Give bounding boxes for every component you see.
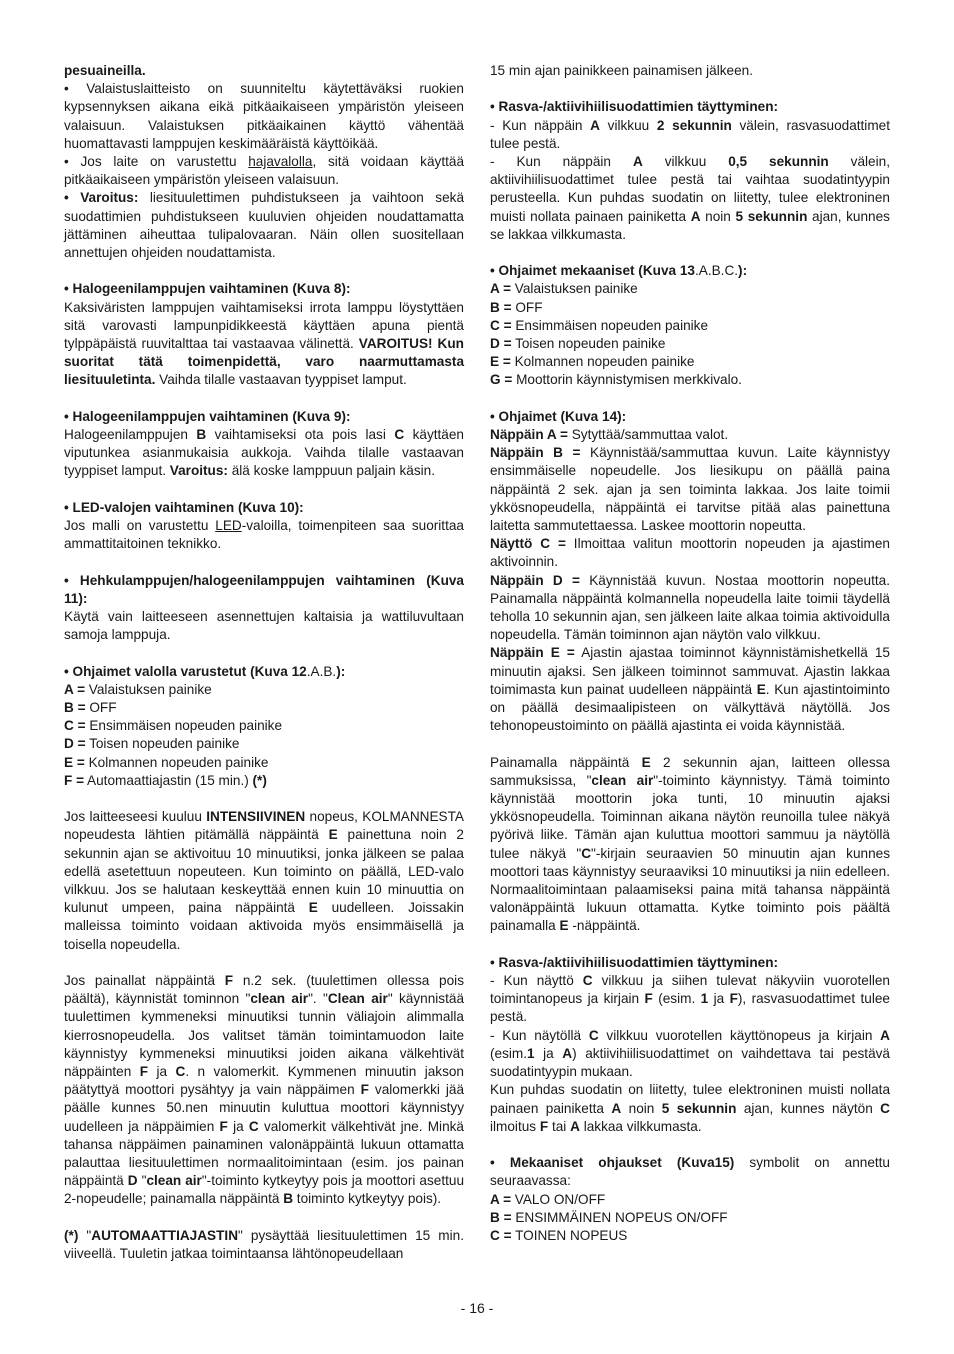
paragraph [64, 499, 464, 517]
paragraph-gap [64, 481, 464, 499]
text-run: Kolmannen nopeuden painike [510, 354, 695, 370]
paragraph [490, 1191, 890, 1209]
text-run: 2 sekunnin [656, 117, 732, 133]
left-column [64, 62, 464, 1263]
paragraph-gap [64, 553, 464, 571]
paragraph [64, 280, 464, 298]
paragraph [64, 699, 464, 717]
text-run: A [570, 1118, 580, 1134]
text-run: F [644, 991, 653, 1007]
paragraph [64, 572, 464, 608]
text-run: C = [64, 718, 86, 734]
paragraph [490, 1027, 890, 1082]
text-run: C [175, 1064, 186, 1080]
text-run: • Jos laite on varustettu [64, 154, 249, 170]
text-run: ilmoitus [490, 1118, 540, 1134]
text-run: ENSIMMÄINEN NOPEUS ON/OFF [511, 1209, 728, 1225]
text-run: Halogeenilamppujen [64, 427, 197, 443]
text-run: A [562, 1045, 573, 1061]
text-run: • Ohjaimet valolla varustetut (Kuva 12 [64, 663, 307, 679]
text-run: OFF [85, 700, 117, 716]
text-run: -näppäintä. [568, 918, 641, 934]
paragraph [490, 317, 890, 335]
text-run: .A.B. [306, 663, 337, 679]
text-run: Käynnistää/sammuttaa kuvun. Laite käynnistyy ensimmäiselle nopeudelle. Jos liesikupu on päällä paina näppäintä 2 sek. ajan ja sen toiminta lakkaa. Jos laite toimii ykkösnopeudella, näppäintä ei tarvitse pitää alas painettuna laitetta sammutettaessa. Laskee moottorin nopeutta. [490, 445, 890, 534]
text-run: .A.B.C. [694, 263, 739, 279]
text-run: Jos painallat näppäintä [64, 973, 225, 989]
text-run: Kaksiväristen lamppujen vaihtamiseksi irrota lamppu löystyttäen sitä varovasti lampunpidikkeestä käyttäen apuna pientä tylppäpäistä ruuvitalttaa tai vastaavaa välinettä. [64, 299, 464, 352]
paragraph [64, 1227, 464, 1263]
text-run: Automaattiajastin (15 min.) [84, 772, 253, 788]
paragraph [490, 117, 890, 153]
text-run: Ensimmäisen nopeuden painike [511, 317, 709, 333]
text-run: A [880, 1027, 890, 1043]
paragraph [490, 572, 890, 645]
text-run: A [690, 208, 701, 224]
text-run: OFF [511, 299, 543, 315]
paragraph [490, 262, 890, 280]
text-run: ajan, kunnes se lakkaa vilkkumasta. [490, 208, 890, 242]
paragraph-gap [490, 80, 890, 98]
text-run: 5 sekunnin [661, 1100, 737, 1116]
text-run: TOINEN NOPEUS [511, 1227, 628, 1243]
text-run: B [283, 1191, 294, 1207]
text-run: Käynnistää kuvun. Nostaa moottorin nopeutta. Painamalla näppäintä kolmannella nopeudella laite toimii täydellä teholla 10 sekunnin ajan, sen jälkeen laite alkaa toimia aktivoidulla nopeudella. Tämän toiminnon ajan näytön valo vilkkuu. [490, 572, 890, 643]
text-run: • Varoitus: [64, 190, 139, 206]
paragraph [490, 98, 890, 116]
text-run: toiminto kytkeytyy pois). [293, 1191, 442, 1207]
text-run: VAROITUS! Kun suoritat tätä toimenpidettä, varo naarmuttamasta liesituuletinta. [64, 336, 464, 388]
text-run: E [328, 827, 338, 843]
text-run: välein, rasvasuodattimet tulee pestä. [490, 117, 890, 151]
text-run: Jos laitteeseesi kuuluu [64, 809, 207, 825]
text-run: C = [490, 317, 512, 333]
paragraph [64, 299, 464, 390]
text-run: Ajastin ajastaa toiminnot käynnistämishetkellä 15 minuutin ajaksi. Sen jälkeen toiminnot sammuvat. Ajastin lakkaa toimimasta kun painat uudelleen näppäintä [490, 645, 890, 697]
text-run: A = [64, 681, 86, 697]
paragraph [64, 62, 464, 80]
text-run: 0,5 sekunnin [728, 154, 829, 169]
paragraph [490, 954, 890, 972]
paragraph [64, 717, 464, 735]
paragraph-gap [64, 954, 464, 972]
text-run: A [611, 1100, 622, 1116]
paragraph [64, 517, 464, 553]
paragraph [64, 80, 464, 153]
paragraph [490, 371, 890, 389]
text-run: lakkaa vilkkumasta. [579, 1118, 702, 1134]
text-run: ) aktiivihiilisuodattimet on vaihdettava tai pestävä suodatintyypin mukaan. [490, 1045, 890, 1080]
text-run: nopeus, KOLMANNESTA nopeudesta lähtien pitämällä näppäintä [64, 809, 464, 843]
paragraph-gap [490, 735, 890, 753]
paragraph [490, 972, 890, 1027]
text-run: C [581, 845, 592, 861]
text-run: vilkkuu vuorotellen käyttönopeus ja kirjain [598, 1027, 881, 1043]
paragraph [64, 754, 464, 772]
paragraph-gap [490, 936, 890, 954]
text-run: käyttäen viputunkea asianmukaisia aukkoja. Vaihda tilalle vastaavan tyyppiset lamput. [64, 427, 464, 479]
paragraph [490, 62, 890, 80]
text-run: E [756, 681, 766, 697]
paragraph [490, 280, 890, 298]
text-run: Näyttö C = [490, 536, 566, 552]
text-run: • Valaistuslaitteisto on suunniteltu käytettäväksi ruokien kypsennyksen aikana eikä pitkäaikaiseen ympäristön yleiseen valaisuun. Valaistuksen pitkäaikainen käyttö vähentää huomattavasti lamppujen keskimääräistä käyttöikää. [64, 81, 464, 151]
paragraph [490, 353, 890, 371]
text-run: ), rasvasuodattimet tulee pestä. [490, 991, 890, 1025]
text-run: ): [738, 263, 748, 279]
paragraph [490, 1154, 890, 1190]
text-run: F [219, 1118, 228, 1134]
text-run: A = [490, 1191, 512, 1207]
text-run: VALO ON/OFF [511, 1191, 606, 1207]
text-run: . Kun ajastintoiminto on päällä desimaalipisteen on välkyttävä näytöllä. Jos tehonopeustoiminto on päällä ajastinta ei voida käynnistää. [490, 681, 890, 734]
text-run: clean air [591, 772, 654, 788]
text-run: E = [64, 754, 85, 770]
text-run: 5 sekunnin [735, 208, 808, 224]
text-run: LED [215, 518, 242, 534]
paragraph-gap [490, 244, 890, 262]
text-run: Näppäin D = [490, 572, 580, 588]
paragraph [490, 426, 890, 444]
text-run: C [582, 973, 593, 989]
text-run: ". " [308, 991, 328, 1007]
text-run: - Kun näppäin [490, 154, 633, 169]
text-run: Moottorin käynnistymisen merkkivalo. [512, 372, 742, 388]
text-run: vaihtamiseksi ota pois lasi [206, 427, 395, 443]
text-run: ja [227, 1118, 249, 1134]
paragraph [64, 735, 464, 753]
text-run: Kolmannen nopeuden painike [84, 754, 269, 770]
text-run: pesuaineilla. [64, 63, 146, 78]
text-run: F [729, 991, 738, 1007]
text-run: F [539, 1118, 549, 1134]
text-run: B = [64, 700, 86, 716]
paragraph [490, 153, 890, 244]
text-run: " [137, 1173, 147, 1189]
paragraph-gap [64, 262, 464, 280]
text-run: vilkkuu [599, 117, 657, 133]
paragraph [64, 663, 464, 681]
text-run: valomerkki jää päälle kunnes 50.nen minuutin kuluttua moottori käynnistyy uudelleen ja näppäimien [64, 1082, 465, 1134]
text-run: E [308, 900, 318, 916]
text-run: symbolit on annettu seuraavassa: [490, 1155, 890, 1189]
text-run: 1 [700, 991, 709, 1007]
text-run: C [880, 1100, 890, 1116]
text-run: • Ohjaimet (Kuva 14): [490, 408, 627, 424]
text-run: - Kun näppäin [490, 117, 591, 133]
text-run: B = [490, 1209, 512, 1225]
paragraph-gap [490, 390, 890, 408]
text-run: Clean air [327, 991, 388, 1007]
page-number: - 16 - [460, 1300, 494, 1316]
text-run: valomerkit välkehtivät jne. Minkä tahansa näppäimen painaminen valonäppäintä lukuun ottamatta palauttaa liesituulettimen normaalitoimintaan (esim. jos painan näppäintä [64, 1118, 464, 1189]
text-run: välein, aktiivihiilisuodattimet tulee pestä tai vaihtaa suodatintyypin perusteella. Kun puhdas suodatin on liitetty, tulee elektroninen muisti nollata painaen painiketta [490, 154, 890, 224]
text-run: Käytä vain laitteeseen asennettujen kaltaisia ja wattiluvultaan samoja lamppuja. [64, 609, 464, 643]
paragraph [490, 1209, 890, 1227]
paragraph [64, 426, 464, 481]
text-run: "-toiminto käynnistyy. Tämä toiminto käynnistää moottorin joka tunti, 10 minuutin ajaksi ykkösnopeudella. Toiminnan aikana näytön reunoilla tulee näkyä pyörivä liike. Tämän ajan kuluttua moottori sammuu ja näytöllä tulee näkyä " [490, 772, 890, 861]
text-run: 15 min ajan painikkeen painamisen jälkeen. [490, 63, 753, 78]
text-run: Toisen nopeuden painike [511, 336, 666, 352]
text-run: " pysäyttää liesituulettimen 15 min. viiveellä. Tuuletin jatkaa toimintaansa lähtönopeudellaan [64, 1227, 464, 1262]
text-run: Vaihda tilalle vastaavan tyyppiset lamput. [155, 372, 407, 388]
text-run: n.2 sek. (tuulettimen ollessa pois päältä), käynnistät tominnon " [64, 973, 464, 1007]
text-run: Kun puhdas suodatin on liitetty, tulee elektroninen muisti nollata painaen painiketta [490, 1082, 890, 1116]
text-run: C [588, 1027, 599, 1043]
right-column [490, 62, 890, 1245]
text-run: • Rasva-/aktiivihiilisuodattimien täyttyminen: [490, 954, 779, 970]
text-run: A [590, 117, 600, 133]
paragraph [64, 189, 464, 262]
paragraph [490, 535, 890, 571]
text-run: clean air [250, 991, 309, 1007]
text-run: Toisen nopeuden painike [85, 736, 240, 752]
paragraph [490, 408, 890, 426]
text-run: • Rasva-/aktiivihiilisuodattimien täyttyminen: [490, 99, 779, 115]
text-run: F [139, 1064, 149, 1080]
text-run: D [127, 1173, 138, 1189]
text-run: D = [64, 736, 86, 752]
text-run: Varoitus: [169, 463, 228, 479]
paragraph [490, 644, 890, 735]
text-run: • Hehkulamppujen/halogeenilamppujen vaihtaminen (Kuva 11): [64, 572, 464, 606]
text-run: Sytyttää/sammuttaa valot. [567, 427, 729, 443]
text-run: hajavalolla [248, 154, 313, 170]
paragraph [490, 335, 890, 353]
paragraph [64, 608, 464, 644]
paragraph [64, 772, 464, 790]
text-run: ): [336, 663, 346, 679]
text-run: (esim. [490, 1045, 528, 1061]
text-run: ja [534, 1045, 563, 1061]
text-run: älä koske lamppuun paljain käsin. [227, 463, 436, 479]
text-run: Ensimmäisen nopeuden painike [85, 718, 283, 734]
text-run: "-kirjain seuraavien 50 minuutin ajan kunnes moottori taas käynnistyy seuraaviksi 10 minuutiksi ja niin edelleen. Normaalitoimintaan palaamiseksi paina mitä tahansa näppäintä valonäppäintä lukuun ottamatta. Kytke toiminto pois päältä painamalla [490, 845, 890, 934]
text-run: ja [148, 1064, 176, 1080]
text-run: " käynnistää tuulettimen kymmeneksi minuutiksi tunnin väliajoin alimmalla kierrosnopeudella. Jos valitset tämän toimintamuodon laite käynnistyy kymmeneksi minuutiksi joiden aikana välkehtivät näppäinten [64, 991, 465, 1080]
text-run: 2 sekunnin ajan, laitteen ollessa sammuksissa, " [490, 754, 890, 788]
text-run: • Halogeenilamppujen vaihtaminen (Kuva 8): [64, 281, 351, 297]
text-run: (*) [252, 772, 267, 788]
text-run: D = [490, 336, 512, 352]
paragraph [64, 153, 464, 189]
text-run: • Ohjaimet mekaaniset (Kuva 13 [490, 263, 695, 279]
paragraph-gap [64, 644, 464, 662]
paragraph-gap [64, 390, 464, 408]
text-run: (*) [64, 1227, 79, 1243]
text-run: E [641, 754, 651, 770]
text-run: Painamalla näppäintä [490, 754, 642, 770]
text-run: C [394, 427, 405, 443]
paragraph-gap [64, 1209, 464, 1227]
paragraph [64, 408, 464, 426]
paragraph [490, 299, 890, 317]
paragraph [64, 808, 464, 954]
text-run: Näppäin A = [490, 427, 568, 443]
text-run: Valaistuksen painike [85, 681, 212, 697]
text-run: Ilmoittaa valitun moottorin nopeuden ja ajastimen aktivoinnin. [490, 536, 890, 570]
text-run: F [360, 1082, 369, 1098]
text-run: A = [490, 281, 512, 297]
text-run: A [632, 154, 643, 169]
text-run: liesituulettimen puhdistukseen ja vaihtoon sekä suodattimien puhdistukseen kuuluvien ohjeiden noudattamatta jättäminen aiheuttaa tulipalovaaran. Näin ollen suositellaan annettujen ohjeiden noudattamista. [64, 190, 465, 261]
paragraph [64, 972, 464, 1209]
text-run: clean air [146, 1173, 202, 1189]
paragraph-gap [64, 790, 464, 808]
text-run: , sitä voidaan käyttää pitkäaikaiseen ympäristön yleiseen valaisuun. [64, 154, 464, 188]
text-run: Näppäin B = [490, 445, 581, 461]
text-run: C [248, 1118, 259, 1134]
text-run: E = [490, 354, 511, 370]
text-run: • Halogeenilamppujen vaihtaminen (Kuva 9): [64, 408, 351, 424]
paragraph [490, 1081, 890, 1136]
text-run: tai [548, 1118, 571, 1134]
text-run: B [196, 427, 207, 443]
text-run: F = [64, 772, 85, 788]
paragraph [490, 1227, 890, 1245]
text-run: uudelleen. Joissakin malleissa toiminto voidaan aktivoida myös ensimmäisellä ja toisella nopeudella. [64, 900, 464, 952]
text-run: E [559, 918, 569, 934]
paragraph [490, 444, 890, 535]
text-run: vilkkuu [642, 154, 729, 169]
text-run: F [224, 973, 234, 989]
text-run: vilkkuu ja siihen tulevat näkyviin vuorotellen toimintanopeus ja kirjain [490, 973, 890, 1007]
text-run: ajan, kunnes näytön [736, 1100, 881, 1116]
text-run: • LED-valojen vaihtaminen (Kuva 10): [64, 499, 304, 515]
text-run: - Kun näyttö [490, 973, 583, 989]
text-run: . n valomerkit. Kymmenen minuutin jakson päätyttyä moottori pysähtyy ja vain näppäimen [64, 1064, 464, 1098]
paragraph [490, 754, 890, 936]
text-run: noin [621, 1100, 662, 1116]
text-run: 1 [527, 1045, 535, 1061]
text-run: -valoilla, toimenpiteen saa suorittaa ammattitaitoinen teknikko. [64, 518, 464, 552]
paragraph-gap [490, 1136, 890, 1154]
text-run: Valaistuksen painike [511, 281, 638, 297]
text-run: INTENSIIVINEN [206, 809, 306, 825]
text-run: painettuna noin 2 sekunnin ajan se aktivoituu 10 minuutiksi, jonka jälkeen se palaa edellä asetettuun nopeuteen. Kun toiminto on päällä, LED-valo vilkkuu. Jos se halutaan keskeyttää ennen kuin 10 minuuttia on kulunut umpeen, paina näppäintä [64, 827, 464, 916]
text-run: Jos malli on varustettu [64, 518, 216, 534]
text-run: " [78, 1227, 92, 1243]
text-run: Näppäin E = [490, 645, 575, 661]
text-run: (esim. [652, 991, 701, 1007]
text-run: - Kun näytöllä [490, 1027, 589, 1043]
text-run: "-toiminto kytkeytyy pois ja moottori asettuu 2-nopeudelle; painamalla näppäintä [64, 1173, 465, 1207]
paragraph [64, 681, 464, 699]
text-run: B = [490, 299, 512, 315]
text-run: ja [708, 991, 730, 1007]
text-run: noin [700, 208, 736, 224]
text-run: AUTOMAATTIAJASTIN [91, 1227, 239, 1243]
text-run: C = [490, 1227, 512, 1243]
text-run: G = [490, 372, 513, 388]
text-run: • Mekaaniset ohjaukset (Kuva15) [490, 1155, 735, 1171]
